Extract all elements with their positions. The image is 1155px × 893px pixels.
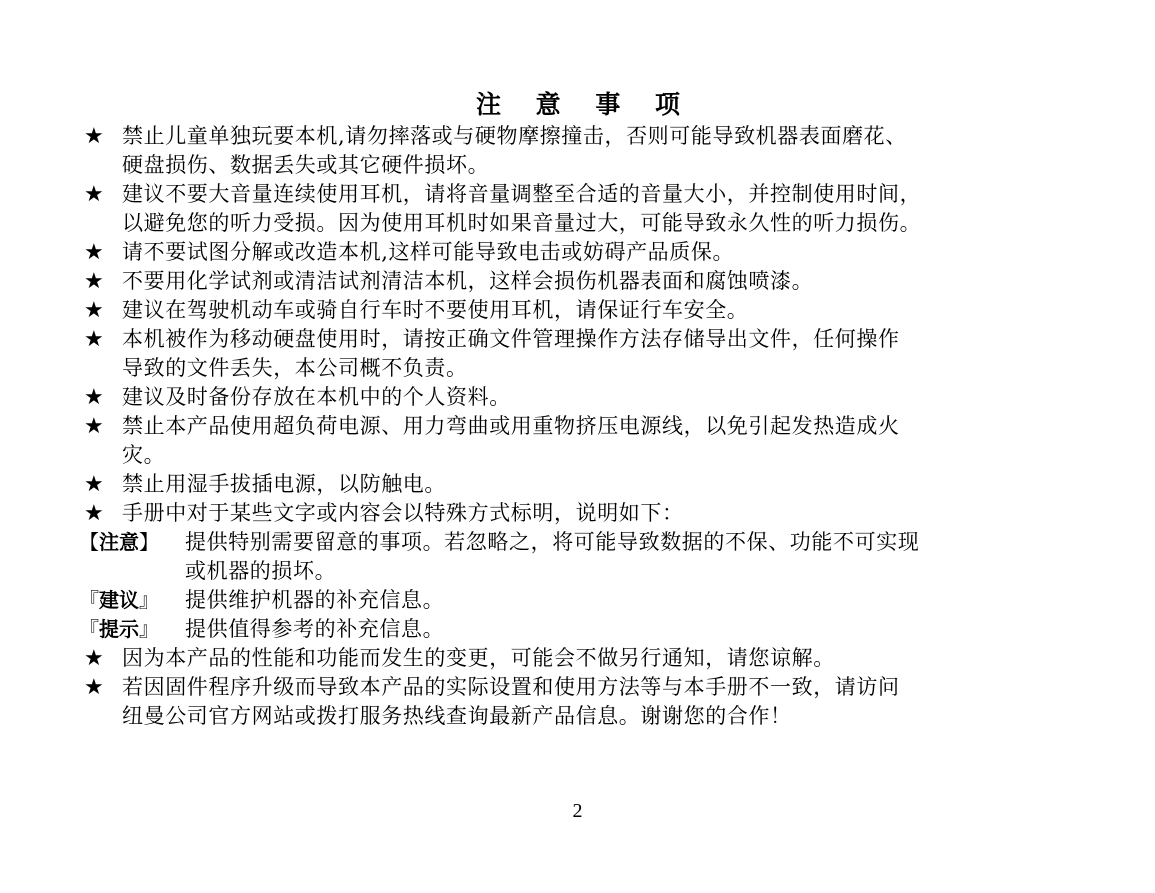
bracket-open: 『 [79,588,99,612]
notice-item [82,180,1077,238]
notice-line: 请不要试图分解或改造本机,这样可能导致电击或妨碍产品质保。 [122,240,735,264]
notice-text [122,383,511,412]
star-bullet-icon: ★ [84,414,105,439]
notice-item [82,238,1077,267]
star-bullet-icon: ★ [84,385,105,410]
page-number: 2 [572,800,583,822]
notation-tag [79,586,185,615]
notice-line: 禁止本产品使用超负荷电源、用力弯曲或用重物挤压电源线，以免引起发热造成火 [122,414,900,438]
notation-item [79,586,1077,615]
notation-text [185,615,444,644]
star-bullet-icon: ★ [84,675,105,700]
notation-item [79,528,1077,586]
notice-line: 禁止儿童单独玩要本机,请勿摔落或与硬物摩擦撞击，否则可能导致机器表面磨花、 [122,124,907,148]
notice-item [82,267,1077,296]
bracket-close: 』 [139,588,159,612]
notice-item [82,325,1077,383]
notice-item [82,673,1077,731]
notice-list-2 [82,644,1077,731]
star-bullet-icon: ★ [84,501,105,526]
notice-item [82,383,1077,412]
notice-line: 灾。 [122,443,166,467]
notice-line: 手册中对于某些文字或内容会以特殊方式标明，说明如下： [122,501,684,525]
notice-line: 以避免您的听力受损。因为使用耳机时如果音量过大，可能导致永久性的听力损伤。 [122,211,922,235]
notice-text [122,673,900,731]
manual-page [79,88,1077,788]
notice-text [122,122,907,180]
notice-item [82,499,1077,528]
notation-label: 注意 [99,530,139,554]
notice-line: 导致的文件丢失，本公司概不负责。 [122,356,468,380]
notice-text [122,325,900,383]
notation-label: 提示 [99,617,139,641]
notice-line: 硬盘损伤、数据丢失或其它硬件损坏。 [122,153,490,177]
notice-item [82,122,1077,180]
notice-text [122,267,813,296]
star-bullet-icon: ★ [84,472,105,497]
notice-line: 本机被作为移动硬盘使用时，请按正确文件管理操作方法存储导出文件，任何操作 [122,327,900,351]
page-title: 注 意 事 项 [475,90,694,119]
notice-list-1 [82,122,1077,528]
notice-line: 纽曼公司官方网站或拨打服务热线查询最新产品信息。谢谢您的合作！ [122,704,792,728]
notation-text [185,528,919,586]
bracket-close: 】 [139,530,159,554]
star-bullet-icon: ★ [84,269,105,294]
notice-line: 若因固件程序升级而导致本产品的实际设置和使用方法等与本手册不一致，请访问 [122,675,900,699]
notice-text [122,644,835,673]
notice-item [82,644,1077,673]
notice-line: 因为本产品的性能和功能而发生的变更，可能会不做另行通知，请您谅解。 [122,646,835,670]
notice-line: 建议不要大音量连续使用耳机，请将音量调整至合适的音量大小，并控制使用时间， [122,182,922,206]
notation-tag [79,528,185,586]
notice-text [122,238,734,267]
notation-line: 提供维护机器的补充信息。 [185,588,445,612]
notice-text [122,470,446,499]
star-bullet-icon: ★ [84,327,105,352]
notation-item [79,615,1077,644]
notation-line: 提供特别需要留意的事项。若忽略之，将可能导致数据的不保、功能不可实现 [185,530,920,554]
notice-text [122,412,900,470]
star-bullet-icon: ★ [84,298,105,323]
notation-legend [79,528,1077,644]
notation-text [185,586,444,615]
star-bullet-icon: ★ [84,182,105,207]
notice-line: 建议及时备份存放在本机中的个人资料。 [122,385,511,409]
notice-text [122,296,748,325]
notation-tag [79,615,185,644]
notice-item [82,412,1077,470]
bracket-open: 【 [79,530,99,554]
notation-line: 或机器的损坏。 [185,559,337,583]
notice-line: 禁止用湿手拔插电源，以防触电。 [122,472,446,496]
notice-text [122,499,684,528]
notice-item [82,296,1077,325]
bracket-open: 『 [79,617,99,641]
notation-label: 建议 [99,588,139,612]
notice-item [82,470,1077,499]
star-bullet-icon: ★ [84,646,105,671]
notice-text [122,180,921,238]
notice-line: 不要用化学试剂或清洁试剂清洁本机，这样会损伤机器表面和腐蚀喷漆。 [122,269,814,293]
star-bullet-icon: ★ [84,240,105,265]
notice-line: 建议在驾驶机动车或骑自行车时不要使用耳机，请保证行车安全。 [122,298,749,322]
bracket-close: 』 [139,617,159,641]
notation-line: 提供值得参考的补充信息。 [185,617,445,641]
star-bullet-icon: ★ [84,124,105,149]
